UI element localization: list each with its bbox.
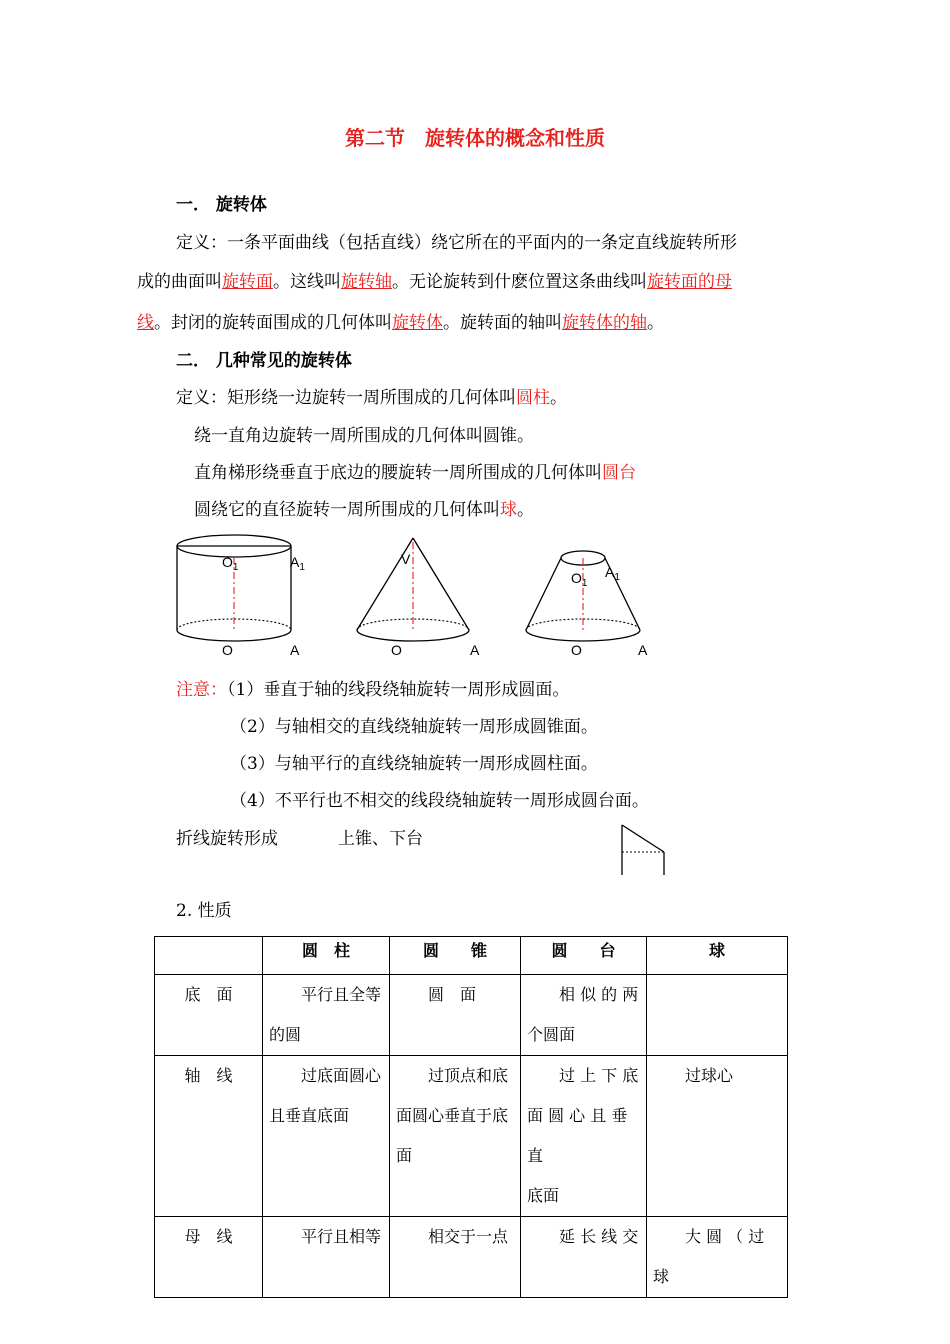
cylinder-figure	[177, 535, 305, 658]
label-o1: $O_1$	[571, 570, 588, 589]
table-cell: 过底面圆心 且垂直底面	[263, 1056, 390, 1217]
label-o1: $O_1$	[222, 554, 239, 573]
table-cell: 平行且全等 的圆	[263, 975, 390, 1056]
frustum-figure	[526, 551, 648, 658]
table-cell	[647, 975, 788, 1056]
label-a1: $A_1$	[605, 564, 620, 583]
definition-line: 直角梯形绕垂直于底边的腰旋转一周所围成的几何体叫圆台	[194, 463, 636, 483]
definition-line: 定义：一条平面曲线（包括直线）绕它所在的平面内的一条定直线旋转所形	[176, 233, 737, 253]
properties-table	[154, 936, 788, 1298]
section-heading-1: 一． 旋转体	[176, 195, 267, 215]
term-generatrix: 旋转面的母	[647, 272, 732, 292]
table-header-row	[155, 937, 788, 975]
term-cylinder: 圆柱	[516, 388, 550, 408]
table-cell: 延 长 线 交	[521, 1217, 647, 1298]
section-heading-2: 二． 几种常见的旋转体	[176, 351, 352, 371]
definition-line: 圆绕它的直径旋转一周所围成的几何体叫球。	[194, 500, 534, 520]
table-cell: 过球心	[647, 1056, 788, 1217]
term-frustum: 圆台	[602, 463, 636, 483]
label-a: A	[638, 642, 648, 658]
label-v: V	[401, 551, 411, 567]
solids-diagram	[0, 530, 950, 665]
table-cell: 相 似 的 两 个圆面	[521, 975, 647, 1056]
section-heading-3: 2. 性质	[176, 901, 232, 921]
table-cell: 轴 线	[155, 1056, 263, 1217]
table-header-cell: 圆 柱	[263, 937, 390, 975]
note-line: 注意：（1）垂直于轴的线段绕轴旋转一周形成圆面。	[176, 680, 570, 700]
table-row	[155, 975, 788, 1056]
table-cell: 大 圆 （ 过 球	[647, 1217, 788, 1298]
note-line: （2）与轴相交的直线绕轴旋转一周形成圆锥面。	[230, 717, 598, 737]
page-title: 第二节 旋转体的概念和性质	[345, 126, 605, 150]
cone-figure	[357, 538, 480, 658]
table-header-cell: 球	[647, 937, 788, 975]
table-cell: 过顶点和底 面圆心垂直于底 面	[390, 1056, 521, 1217]
table-header-cell	[155, 937, 263, 975]
table-cell: 母 线	[155, 1217, 263, 1298]
table-header-cell: 圆 锥	[390, 937, 521, 975]
term-solid-axis: 旋转体的轴	[562, 313, 647, 333]
note-line: （3）与轴平行的直线绕轴旋转一周形成圆柱面。	[230, 754, 598, 774]
label-o: O	[571, 642, 582, 658]
definition-line: 成的曲面叫旋转面。这线叫旋转轴。无论旋转到什麽位置这条曲线叫旋转面的母	[137, 272, 732, 292]
term-sphere: 球	[500, 500, 517, 520]
note-line: （4）不平行也不相交的线段绕轴旋转一周形成圆台面。	[230, 791, 649, 811]
table-cell: 相交于一点	[390, 1217, 521, 1298]
table-row	[155, 1056, 788, 1217]
definition-line: 定义：矩形绕一边旋转一周所围成的几何体叫圆柱。	[176, 388, 567, 408]
term-rotation-solid: 旋转体	[392, 313, 443, 333]
label-o: O	[222, 642, 233, 658]
table-cell: 底 面	[155, 975, 263, 1056]
note-line: 折线旋转形成	[176, 829, 278, 849]
term-rotation-surface: 旋转面	[222, 272, 273, 292]
definition-line: 线。封闭的旋转面围成的几何体叫旋转体。旋转面的轴叫旋转体的轴。	[137, 313, 664, 333]
label-a: A	[290, 642, 300, 658]
label-o: O	[391, 642, 402, 658]
label-a: A	[470, 642, 480, 658]
table-header-cell: 圆 台	[521, 937, 647, 975]
polyline-figure	[615, 822, 670, 880]
term-rotation-axis: 旋转轴	[341, 272, 392, 292]
note-line: 上锥、下台	[338, 829, 423, 849]
table-cell: 平行且相等	[263, 1217, 390, 1298]
table-cell: 过 上 下 底 面 圆 心 且 垂 直 底面	[521, 1056, 647, 1217]
label-a1: $A_1$	[290, 554, 305, 573]
table-row	[155, 1217, 788, 1298]
table-cell: 圆 面	[390, 975, 521, 1056]
definition-line: 绕一直角边旋转一周所围成的几何体叫圆锥。	[194, 426, 534, 446]
note-label: 注意：	[176, 680, 227, 700]
